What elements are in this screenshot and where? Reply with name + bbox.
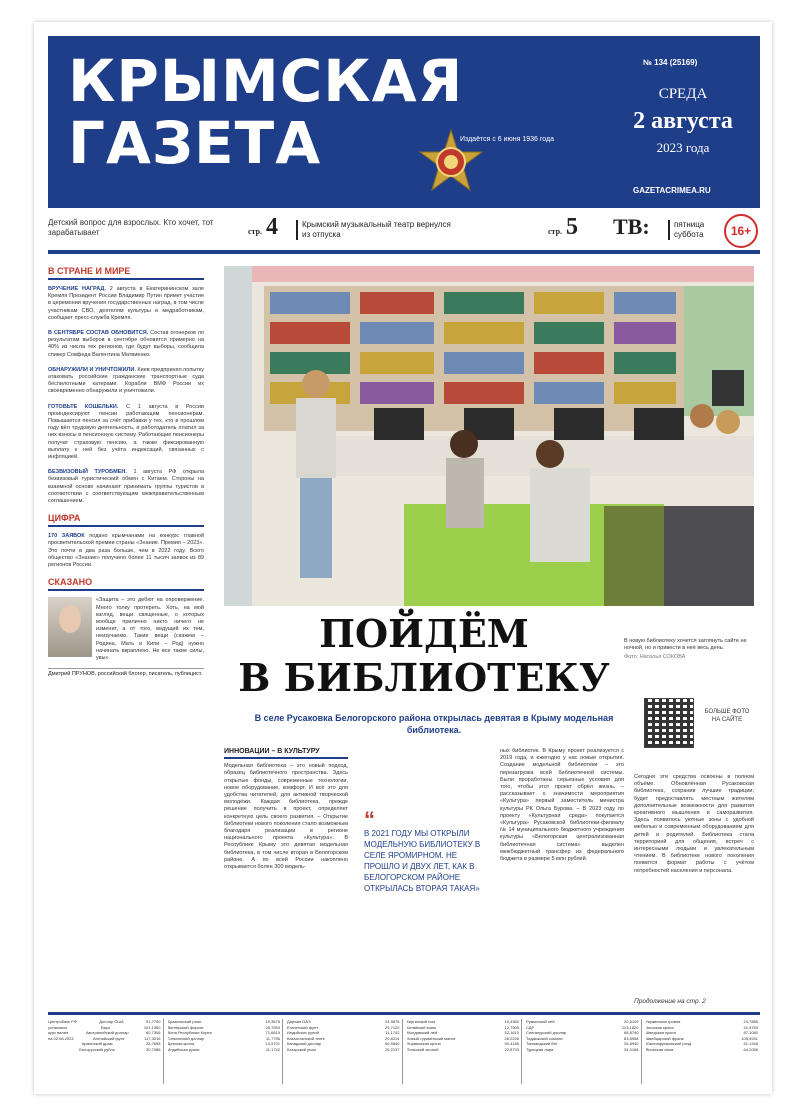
table-row: Бразильский реал 19,3678 bbox=[167, 1019, 280, 1024]
headline-line-1: ПОЙДЁМ bbox=[319, 611, 529, 656]
masthead bbox=[48, 36, 760, 208]
table-row: Венгерский форинт 25,7553 bbox=[167, 1024, 280, 1030]
currency-table bbox=[287, 1019, 403, 1084]
table-row: Японская иена 64,2056 bbox=[645, 1046, 758, 1052]
tv-days[interactable]: пятница суббота bbox=[668, 220, 718, 240]
table-row: Швейцарский франк 105,4931 bbox=[645, 1035, 758, 1041]
table-row: Дирхам ОАЭ 24,9878 bbox=[287, 1019, 400, 1024]
table-row: Казахстанский тенге 20,8314 bbox=[287, 1035, 400, 1041]
photo-credit: Фото: Наталья СОКОВА bbox=[624, 654, 686, 660]
news-brief: БЕЗВИЗОВЫЙ ТУРОБМЕН. 1 августа РФ открыла безвизовый туристический обмен с Китаем. Стороны на взаимной основе начинают принимать группы туристов в соответствии с соответствующим межправительственным соглашением. bbox=[48, 469, 204, 505]
table-row: Новый туркменский манат 26,2226 bbox=[406, 1035, 519, 1041]
table-row: Индийских рупий 11,1742 bbox=[287, 1030, 400, 1036]
quote-mark-icon: “ bbox=[364, 807, 375, 832]
article-rubric: ИННОВАЦИИ – В КУЛЬТУРУ bbox=[224, 748, 348, 759]
quote-text: «Защита – это дебют на опровержение. Много толку протереть. Хоть, на мой взгляд, вещи священные, о которых вообще прилично никто ничего не изменит, а от того, ведущий их тем, неизучаемо. Такие вещи (скажем – Родина, Мать и Кипи – Род) нужно начинать вкраплено. Не все такие силы, увы». bbox=[96, 597, 204, 661]
teaser-page-5[interactable] bbox=[548, 214, 578, 241]
currency-footer bbox=[48, 1012, 760, 1084]
table-row: Чешская крона 41,9750 bbox=[645, 1024, 758, 1030]
table-row: Армянский драм 23,7698 bbox=[81, 1041, 161, 1047]
weekday: СРЕДА bbox=[658, 86, 708, 102]
teaser-left[interactable]: Детский вопрос для взрослых. Кто хочет, тот зарабатывает bbox=[48, 218, 214, 237]
qr-code[interactable] bbox=[644, 698, 694, 748]
title-line-1: КРЫМСКАЯ bbox=[68, 47, 464, 115]
table-row: установил Евро 101,1350 bbox=[48, 1024, 161, 1030]
quote-author: Дмитрий ПРУНОВ, российский блогер, писатель, публицист. bbox=[48, 668, 204, 678]
left-column bbox=[48, 266, 204, 1002]
issue-date: 2 августа bbox=[633, 108, 733, 134]
table-row: Вона Республики Корея 71,6819 bbox=[167, 1030, 280, 1036]
table-row: Белорусский рубль 30,7086 bbox=[79, 1046, 161, 1052]
currency-table bbox=[48, 1019, 164, 1084]
table-row: Гонконгский доллар 11,7756 bbox=[167, 1035, 280, 1041]
page-number: 5 bbox=[566, 214, 579, 240]
news-brief: ВРУЧЕНИЕ НАГРАД. 2 августа в Екатерининском зале Кремля Президент России Владимир Путин примет участие в церемонии вручения государственных наград, в том числе участникам СВО, деятелям культуры и медработникам, сообщает пресс-служба Кремля. bbox=[48, 286, 204, 321]
article-subhead: В селе Русаковка Белогорского района открылась девятая в Крыму модельная библиотека. bbox=[254, 713, 614, 735]
continued-note[interactable]: Продолжение на стр. 2 bbox=[634, 998, 706, 1005]
table-row: Польский злотый 22,8733 bbox=[406, 1046, 519, 1052]
section-heading-figure: ЦИФРА bbox=[48, 513, 204, 527]
teaser-page-4-text[interactable]: Крымский музыкальный театр вернулся из отпуска bbox=[296, 220, 456, 240]
photo-caption bbox=[624, 638, 752, 661]
column-text: Модельная библиотека – это новый подход, образец библиотечного пространства. Здесь открытые фонды, современные технологии, новое оборудование, комфорт. И всё это для удобства читателей, для активной творческой молодёжи. Каждая библиотека, прежде решение получить в проект, определяет конкретную цель своего развития. – Открытие библиотеки нового поколения стало возможным благодаря реализации в регионе национального проекта «Культура». В Республике Крыму это девятая модельная библиотека, в том числе вторая в Белогорском районе. А по всей России накоплено открывается более 300 модель- bbox=[224, 763, 348, 871]
issue-number: № 134 (25169) bbox=[643, 58, 698, 67]
table-row: на 02.08.2023 Английский фунт 117,3016 bbox=[48, 1035, 161, 1041]
news-brief: ГОТОВЬТЕ КОШЕЛЬКИ. С 1 августа в России проиндексируют пенсии работающим пенсионерам. Повышается пенсия за счёт прибавки у тех, кто в прошлом году вёл трудовую деятельность, и работодатель платил за них взносы в пенсионную систему. Работающие пенсионеры получат страховую пенсию, а также фиксированную выплату к ней без учёта индексаций, связанных с инфляцией. bbox=[48, 403, 204, 461]
table-row: Египетский фунт 29,7120 bbox=[287, 1024, 400, 1030]
headline-line-2: В БИБЛИОТЕКУ bbox=[238, 655, 610, 700]
currency-table bbox=[526, 1019, 642, 1084]
column-text: Сегодня эти средства освоены в полном объёме. Обновлённая Русаковская библиотека, сохранив лучшие традиции, будет предоставлять местным жителям дополнительные возможности для развития креативного мышления и саморазвития. Здесь появилось уютные зоны с удобной мебелью и современным оборудованием для детей и родителей. Библиотека стала территорией для общения, встреч с интересными людьми и увлекательным чтением. В библиотеке нового поколения появится формат работы с учётом потребностей населения и персонала. bbox=[634, 774, 754, 874]
author-portrait bbox=[48, 597, 92, 657]
table-row: Центробанк РФ Доллар США 91,7790 bbox=[48, 1019, 161, 1024]
section-heading-quote: СКАЗАНО bbox=[48, 577, 204, 591]
issue-year: 2023 года bbox=[656, 140, 710, 155]
table-row: СДР 123,1820 bbox=[526, 1024, 639, 1030]
article-column-1 bbox=[224, 748, 348, 994]
tv-label: ТВ: bbox=[613, 214, 650, 239]
newspaper-page bbox=[34, 22, 772, 1094]
teaser-strip bbox=[48, 212, 760, 254]
age-rating-badge: 16+ bbox=[724, 214, 758, 248]
currency-table bbox=[407, 1019, 523, 1084]
page-prefix: стр. bbox=[248, 227, 263, 236]
website-link[interactable]: GAZETACRIMEA.RU bbox=[633, 186, 711, 195]
section-heading-world: В СТРАНЕ И МИРЕ bbox=[48, 266, 204, 280]
caption-text: В новую библиотеку хочется заглянуть сайте не ночной, но и привести в неё весь день. bbox=[624, 638, 747, 651]
article-headline[interactable] bbox=[224, 612, 624, 700]
pull-quote bbox=[364, 807, 494, 894]
table-row: Канадский доллар 69,5840 bbox=[287, 1041, 400, 1047]
article-column-2 bbox=[500, 748, 624, 994]
currency-table bbox=[168, 1019, 284, 1084]
article-column-3 bbox=[634, 774, 754, 994]
qr-label: БОЛЬШЕ ФОТО НА САЙТЕ bbox=[704, 709, 750, 723]
table-row: Турецкая лира 34,0168 bbox=[526, 1046, 639, 1052]
page-prefix: стр. bbox=[548, 227, 563, 236]
table-row: Индийская рупия 11,1742 bbox=[167, 1046, 280, 1052]
figure-brief: 170 ЗАЯВОК подано крымчанами на конкурс главной просветительской премии страны «Знание. Премия – 2023». Это почти в два раза больше, чем в 2022 году. Всего общество «Знание» получило более 11 тысяч заявок из 89 регионов России. bbox=[48, 533, 204, 569]
page-number: 4 bbox=[266, 214, 279, 240]
library-photo[interactable] bbox=[224, 266, 754, 606]
table-row: Китайский юань 12,7905 bbox=[406, 1024, 519, 1030]
table-row: Таджикский сомони 83,8958 bbox=[526, 1035, 639, 1041]
table-row: Норвежская крона 90,4185 bbox=[406, 1041, 519, 1047]
column-text: ных библиотек. В Крыму проект реализуется с 2019 года, и ежегодно у нас новые открытия. Создание модельной библиотеки – это перезагрузка всей библиотечной системы. Были проработаны серьезные условия для того, чтобы этот проект обрёл жизнь, – рассказывает о значимости мероприятия «Культура» первый заместитель министра культуры РК Ольга Бурова. – В 2023 году по проекту «Культурная среда» покупается «Культура» Русаковской библиотеки-филиалу № 14 муниципального бюджетного учреждения культуры «Белогорская централизованная библиотечная система» выделен межбюджетный трансфер из федерального бюджета в размере 5 млн рублей. bbox=[500, 748, 624, 863]
table-row: Киргизский сом 10,4360 bbox=[406, 1019, 519, 1024]
order-emblem-icon bbox=[416, 128, 486, 198]
table-row: Молдавский лей 52,1610 bbox=[406, 1030, 519, 1036]
since-note: Издаётся с 6 июня 1936 года bbox=[460, 136, 554, 143]
quote-block bbox=[48, 597, 204, 662]
table-row: Шведская крона 87,1080 bbox=[645, 1030, 758, 1036]
currency-table bbox=[646, 1019, 761, 1084]
news-brief: В СЕНТЯБРЕ СОСТАВ ОБНОВИТСЯ. Состав огонерков по результатам выборов в сентябре обновится примерно на 40% из числа тех регионов, где будут выборы, сообщила спикер Совфеда Валентина Матвиенко. bbox=[48, 330, 204, 358]
table-row: курс валют Австралийский доллар 60,7306 bbox=[48, 1030, 161, 1036]
table-row: Украинская гривна 24,7885 bbox=[645, 1019, 758, 1024]
table-row: Датская крона 13,5701 bbox=[167, 1041, 280, 1047]
title-line-2: ГАЗЕТА bbox=[68, 109, 322, 177]
table-row: Румынский лей 20,5109 bbox=[526, 1019, 639, 1024]
table-row: Южноафриканский рэнд 51,1346 bbox=[645, 1041, 758, 1047]
pull-quote-text: В 2021 ГОДУ МЫ ОТКРЫЛИ МОДЕЛЬНУЮ БИБЛИОТЕКУ В СЕЛЕ ЯРОМИРНОМ. НЕ ПРОШЛО И ДВУХ ЛЕТ, КАК В БЕЛОГОРСКОМ РАЙОНЕ ОТКРЫЛАСЬ ВТОРАЯ ТАКАЯ» bbox=[364, 829, 481, 893]
table-row: Катарский риал 25,2137 bbox=[287, 1046, 400, 1052]
teaser-page-4[interactable] bbox=[248, 214, 278, 241]
table-row: Сингапурский доллар 68,8740 bbox=[526, 1030, 639, 1036]
newspaper-title bbox=[68, 47, 464, 177]
news-brief: ОБНАРУЖИЛИ И УНИЧТОЖИЛИ. Киев предпринял попытку атаковать российские гражданские транспортные суда беспилотными катерами. Корабли ВМФ России их своевременно обнаружили и уничтожили. bbox=[48, 366, 204, 395]
table-row: Таиландский бат 26,8940 bbox=[526, 1041, 639, 1047]
